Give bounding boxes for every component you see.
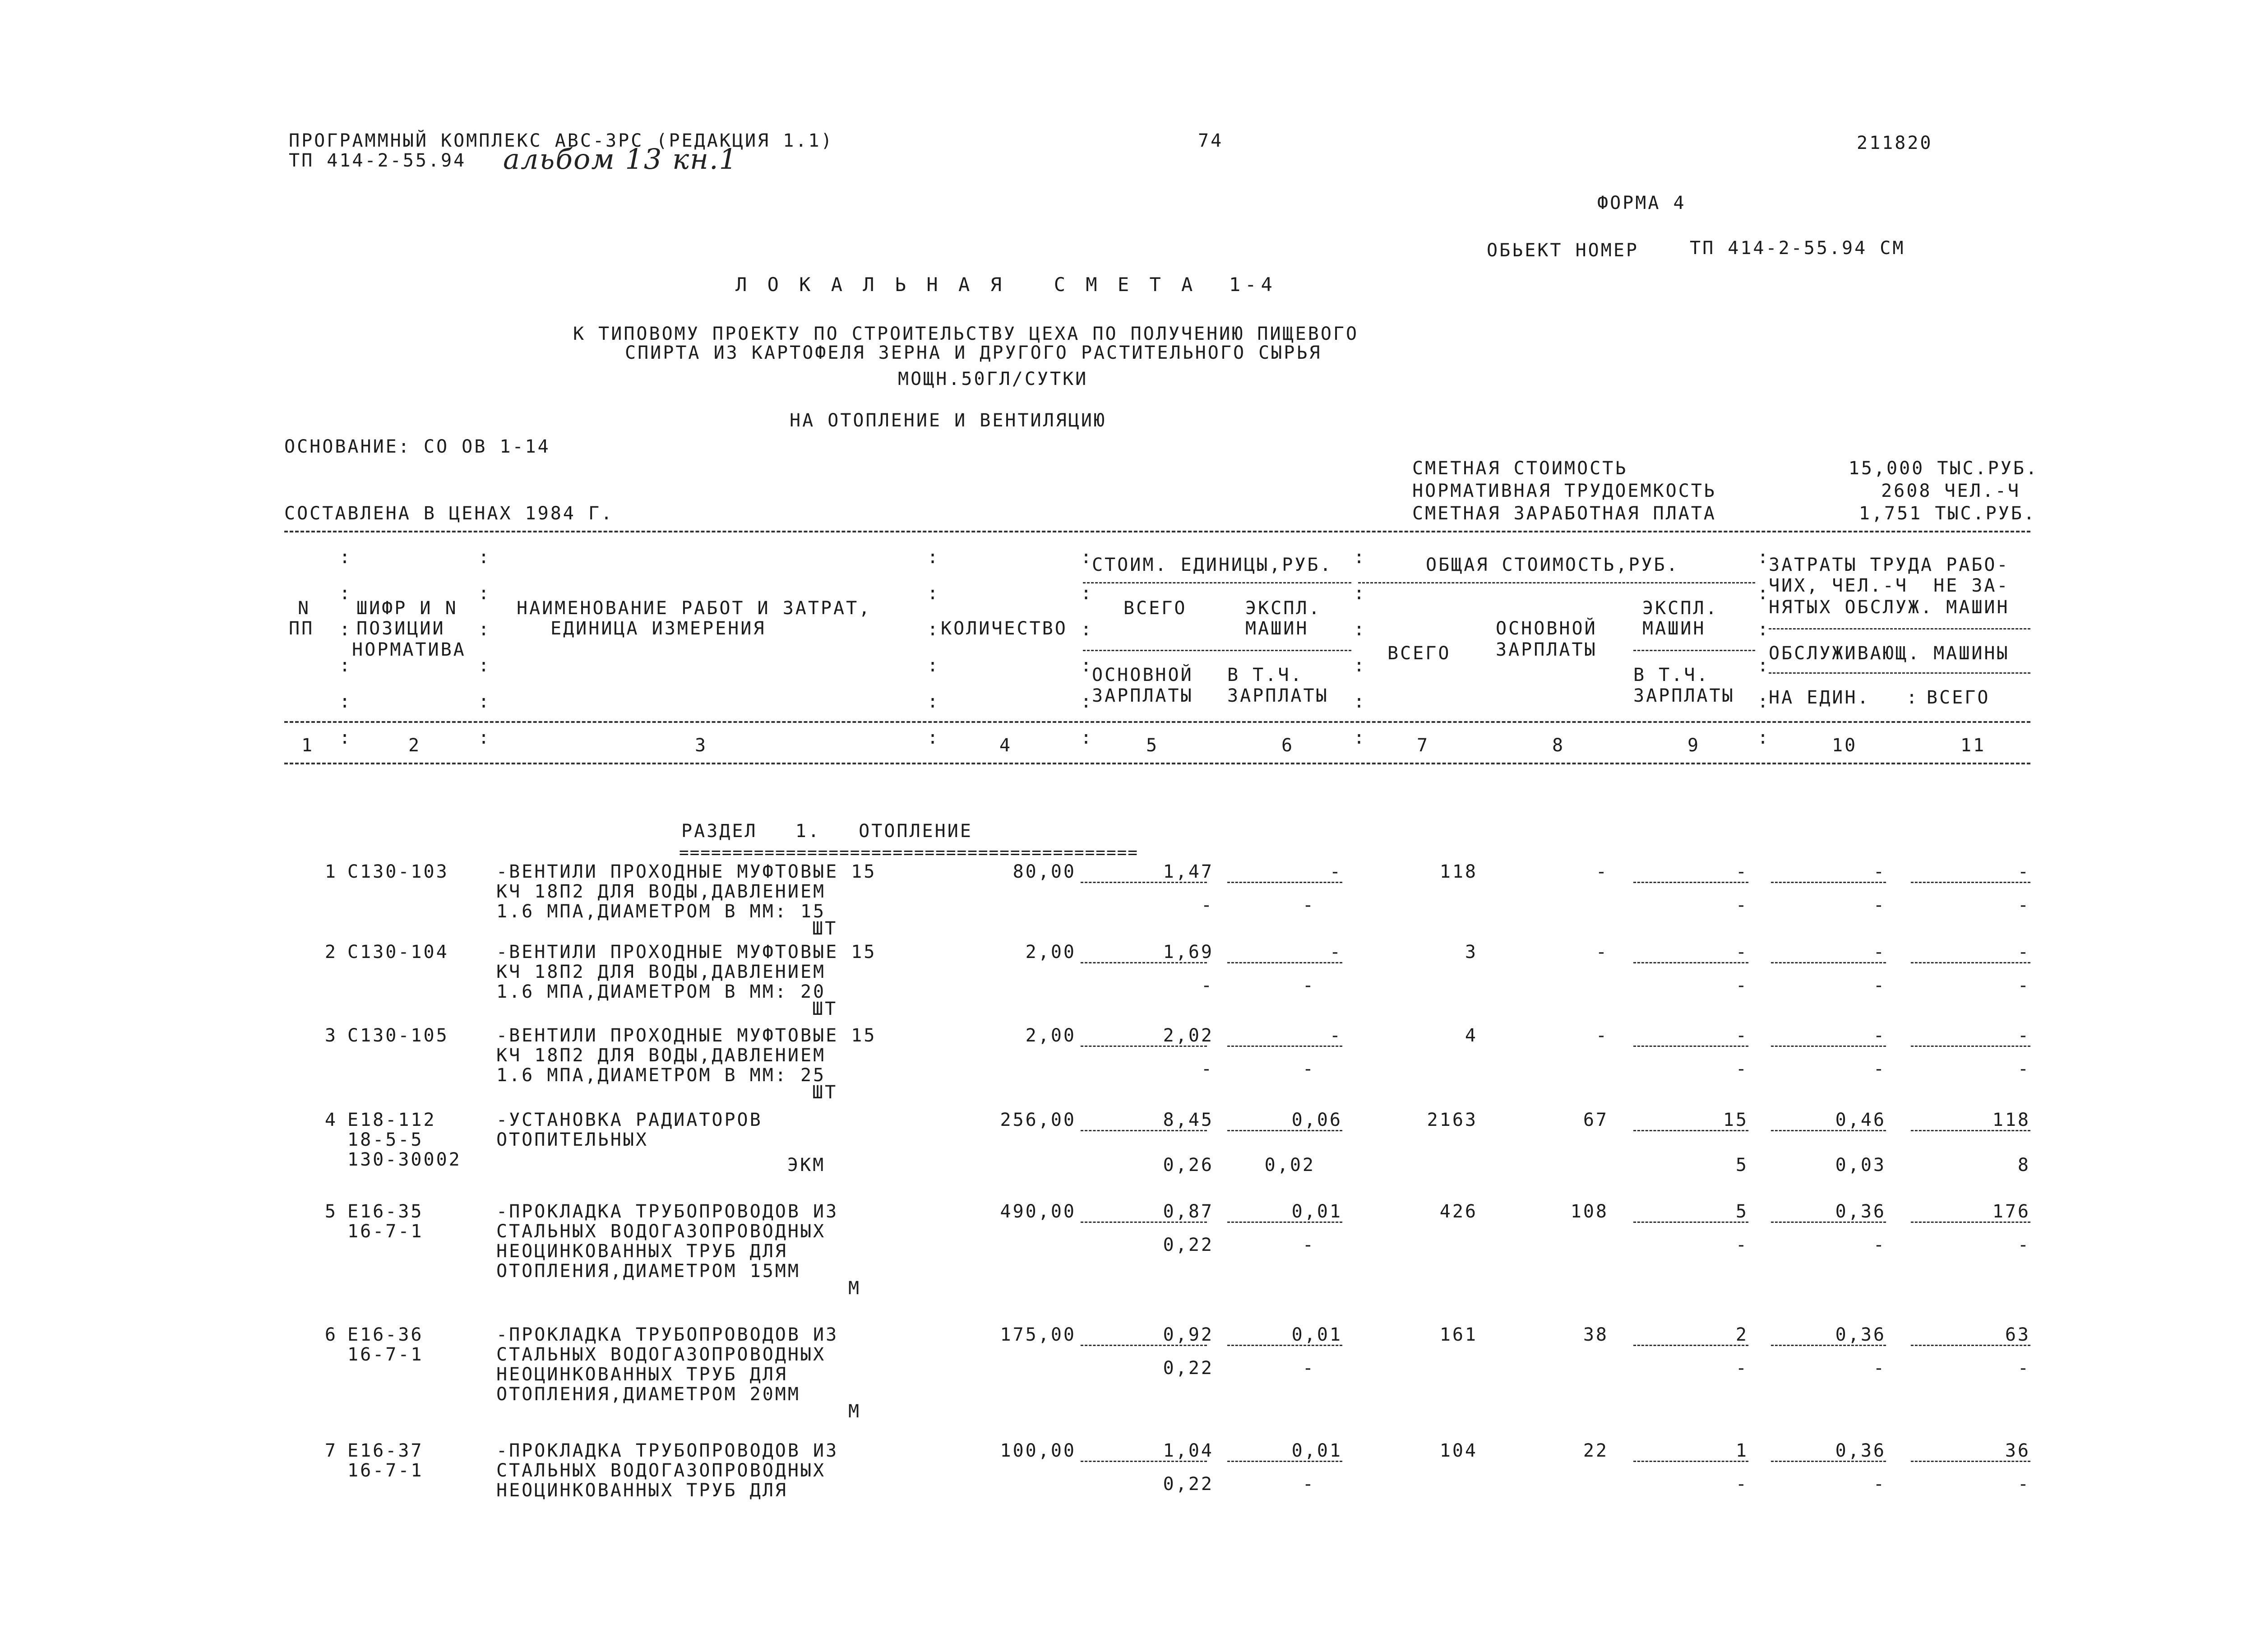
col-number-11: 11: [1960, 735, 1986, 756]
row-labor-per-unit-2: -: [1873, 895, 1886, 916]
col-4-header: КОЛИЧЕСТВО: [941, 618, 1068, 639]
row-name-line: 1.6 МПА,ДИАМЕТРОМ В ММ: 25: [496, 1065, 826, 1086]
row-unit-cost-machines: -: [1329, 942, 1342, 963]
row-labor-per-unit-2: -: [1873, 1059, 1886, 1079]
row-total-wage: 22: [1583, 1440, 1609, 1461]
title-line-1: К ТИПОВОМУ ПРОЕКТУ ПО СТРОИТЕЛЬСТВУ ЦЕХА ПО ПОЛУЧЕНИЮ ПИЩЕВОГО: [573, 324, 1359, 344]
row-code: С130-105: [347, 1025, 449, 1046]
row-total-rule: [1633, 882, 1748, 883]
row-total-machines: 15: [1723, 1110, 1748, 1130]
row-name-line: КЧ 18П2 ДЛЯ ВОДЫ,ДАВЛЕНИЕМ: [496, 881, 826, 902]
row-labor-total: -: [2017, 1025, 2030, 1046]
row-unit-cost-machines: 0,01: [1291, 1440, 1342, 1461]
row-total-machines: -: [1735, 942, 1748, 963]
col-2-header-1: ШИФР И N: [356, 598, 458, 619]
row-code: С130-103: [347, 861, 449, 882]
col-number-10: 10: [1832, 735, 1858, 756]
row-name-line: -ВЕНТИЛИ ПРОХОДНЫЕ МУФТОВЫЕ 15: [496, 942, 877, 963]
col-separator-2: : : : : : :: [478, 547, 490, 748]
row-unit-cost-total: 2,02: [1163, 1025, 1214, 1046]
program-name: ПРОГРАММНЫЙ КОМПЛЕКС АВС-3РС (РЕДАКЦИЯ 1.1): [289, 130, 834, 151]
row-total-wage: -: [1595, 942, 1609, 963]
col-number-9: 9: [1687, 735, 1701, 756]
col-separator-3: : : : : : :: [927, 547, 938, 748]
handwritten-album-note: альбом 13 кн.1: [503, 143, 738, 176]
col-6-header-wage-2: ЗАРПЛАТЫ: [1227, 685, 1329, 706]
page-number: 74: [1198, 130, 1224, 151]
section-title: РАЗДЕЛ 1. ОТОПЛЕНИЕ: [681, 821, 973, 842]
row-unit: М: [848, 1401, 861, 1422]
row-labor-per-unit: -: [1873, 861, 1886, 882]
row-code: Е16-35: [347, 1201, 424, 1222]
col-number-3: 3: [695, 735, 708, 756]
row-labor-per-unit-2: 0,03: [1835, 1155, 1886, 1175]
row-name-line: -ПРОКЛАДКА ТРУБОПРОВОДОВ ИЗ: [496, 1440, 839, 1461]
col-8-header-1: ОСНОВНОЙ: [1496, 618, 1597, 639]
row-labor-rule: [1771, 1461, 1886, 1462]
row-unit-cost-rule: [1081, 1222, 1207, 1223]
row-unit-cost-total: 1,47: [1163, 861, 1214, 882]
row-unit-cost-machine-wage: -: [1302, 895, 1315, 916]
row-unit-cost-rule: [1081, 1046, 1207, 1047]
row-unit-cost-total: 8,45: [1163, 1110, 1214, 1130]
row-labor-per-unit: 0,36: [1835, 1324, 1886, 1345]
row-labor-total: -: [2017, 861, 2030, 882]
row-number: 6: [324, 1324, 337, 1345]
row-labor-total-2: -: [2017, 975, 2030, 996]
row-unit-cost-total: 1,04: [1163, 1440, 1214, 1461]
col-number-2: 2: [408, 735, 421, 756]
row-labor-total: 63: [2005, 1324, 2030, 1345]
labor-group-header-4: ОБСЛУЖИВАЮЩ. МАШИНЫ: [1769, 643, 2010, 664]
section-underline: ===========================================: [679, 843, 1138, 862]
row-labor-rule: [1771, 1345, 1886, 1346]
row-name-line: ОТОПЛЕНИЯ,ДИАМЕТРОМ 20ММ: [496, 1384, 800, 1405]
row-labor-total-2: -: [2017, 1474, 2030, 1495]
table-numbers-rule: [284, 763, 2030, 764]
summary-cost-value: 15,000 ТЫС.РУБ.: [1848, 458, 2039, 479]
col-9-header-1: ЭКСПЛ.: [1642, 598, 1719, 619]
row-code: Е16-37: [347, 1440, 424, 1461]
row-total-cost: 161: [1439, 1324, 1478, 1345]
row-labor-total-rule: [1911, 1046, 2030, 1047]
estimate-title: Л О К А Л Ь Н А Я С М Е Т А 1-4: [735, 273, 1277, 296]
compiled-prices-line: СОСТАВЛЕНА В ЦЕНАХ 1984 Г.: [284, 503, 614, 524]
row-total-rule: [1633, 1222, 1748, 1223]
row-unit-cost-machine-wage: -: [1302, 1358, 1315, 1379]
labor-group-rule-2: [1769, 672, 2030, 674]
row-code: Е18-112: [347, 1110, 436, 1130]
row-unit-cost-wage: -: [1201, 1059, 1214, 1079]
row-unit-cost-rule-2: [1227, 1130, 1342, 1131]
row-total-machine-wage: -: [1735, 1474, 1748, 1495]
labor-group-rule: [1769, 628, 2030, 629]
row-labor-total-2: -: [2017, 1059, 2030, 1079]
row-name-line: -ВЕНТИЛИ ПРОХОДНЫЕ МУФТОВЫЕ 15: [496, 1025, 877, 1046]
col-10-header: НА ЕДИН.: [1769, 687, 1870, 708]
row-total-rule: [1633, 1461, 1748, 1462]
col-number-5: 5: [1146, 735, 1159, 756]
unit-cost-group-header: СТОИМ. ЕДИНИЦЫ,РУБ.: [1092, 555, 1333, 575]
row-total-wage: 108: [1570, 1201, 1609, 1222]
row-total-rule: [1633, 1345, 1748, 1346]
row-labor-per-unit-2: -: [1873, 1235, 1886, 1255]
row-code: 130-30002: [347, 1149, 462, 1170]
row-labor-total-rule: [1911, 882, 2030, 883]
row-unit-cost-machines: 0,01: [1291, 1201, 1342, 1222]
col-10-11-separator: :: [1906, 687, 1919, 708]
row-labor-per-unit: 0,36: [1835, 1201, 1886, 1222]
row-labor-per-unit-2: -: [1873, 1358, 1886, 1379]
row-unit-cost-wage: 0,22: [1163, 1358, 1214, 1379]
row-unit-cost-machines: 0,01: [1291, 1324, 1342, 1345]
row-total-cost: 104: [1439, 1440, 1478, 1461]
col-number-1: 1: [301, 735, 314, 756]
row-labor-per-unit-2: -: [1873, 1474, 1886, 1495]
row-name-line: НЕОЦИНКОВАННЫХ ТРУБ ДЛЯ: [496, 1364, 788, 1385]
row-labor-total-2: -: [2017, 1235, 2030, 1255]
row-unit-cost-rule: [1081, 1130, 1207, 1131]
row-total-cost: 118: [1439, 861, 1478, 882]
row-name-line: -УСТАНОВКА РАДИАТОРОВ: [496, 1110, 763, 1130]
row-unit: ШТ: [812, 918, 838, 939]
row-unit-cost-total: 1,69: [1163, 942, 1214, 963]
row-labor-total: -: [2017, 942, 2030, 963]
row-unit-cost-machines: -: [1329, 861, 1342, 882]
row-quantity: 2,00: [1025, 1025, 1076, 1046]
row-name-line: СТАЛЬНЫХ ВОДОГАЗОПРОВОДНЫХ: [496, 1460, 826, 1481]
row-unit-cost-machine-wage: -: [1302, 1235, 1315, 1255]
row-labor-rule: [1771, 1222, 1886, 1223]
row-name-line: КЧ 18П2 ДЛЯ ВОДЫ,ДАВЛЕНИЕМ: [496, 962, 826, 982]
row-total-machines: -: [1735, 861, 1748, 882]
object-label: ОБЬЕКТ НОМЕР: [1487, 240, 1639, 261]
row-labor-total-rule: [1911, 1222, 2030, 1223]
row-total-machine-wage: -: [1735, 1235, 1748, 1255]
col-number-4: 4: [999, 735, 1012, 756]
row-unit-cost-total: 0,87: [1163, 1201, 1214, 1222]
col-5-header-total: ВСЕГО: [1123, 598, 1187, 619]
row-unit-cost-wage: 0,22: [1163, 1474, 1214, 1495]
table-header-rule: [284, 721, 2030, 723]
row-name-line: ОТОПЛЕНИЯ,ДИАМЕТРОМ 15ММ: [496, 1261, 800, 1282]
row-unit-cost-rule: [1081, 882, 1207, 883]
summary-cost-label: СМЕТНАЯ СТОИМОСТЬ: [1412, 458, 1628, 479]
row-quantity: 490,00: [1000, 1201, 1076, 1222]
row-labor-per-unit: -: [1873, 942, 1886, 963]
row-unit-cost-rule: [1081, 962, 1207, 963]
row-unit-cost-rule-2: [1227, 882, 1342, 883]
col-1-header-n: N: [298, 598, 311, 619]
col-9-sub-rule: [1633, 650, 1755, 651]
row-name-line: СТАЛЬНЫХ ВОДОГАЗОПРОВОДНЫХ: [496, 1344, 826, 1365]
form-label: ФОРМА 4: [1597, 193, 1686, 213]
basis-line: ОСНОВАНИЕ: СО ОВ 1-14: [284, 436, 550, 457]
row-number: 5: [324, 1201, 337, 1222]
row-unit: ШТ: [812, 999, 838, 1019]
row-total-cost: 4: [1465, 1025, 1478, 1046]
row-number: 3: [324, 1025, 337, 1046]
row-name-line: -ПРОКЛАДКА ТРУБОПРОВОДОВ ИЗ: [496, 1201, 839, 1222]
summary-labor-label: НОРМАТИВНАЯ ТРУДОЕМКОСТЬ: [1412, 481, 1716, 501]
row-name-line: НЕОЦИНКОВАННЫХ ТРУБ ДЛЯ: [496, 1241, 788, 1262]
row-code: 16-7-1: [347, 1344, 424, 1365]
row-name-line: КЧ 18П2 ДЛЯ ВОДЫ,ДАВЛЕНИЕМ: [496, 1045, 826, 1066]
project-code: ТП 414-2-55.94: [289, 150, 467, 171]
row-total-wage: 67: [1583, 1110, 1609, 1130]
col-3-header-2: ЕДИНИЦА ИЗМЕРЕНИЯ: [550, 618, 766, 639]
row-total-wage: -: [1595, 1025, 1609, 1046]
row-labor-total-rule: [1911, 1130, 2030, 1131]
row-labor-total-rule: [1911, 962, 2030, 963]
row-labor-total: 36: [2005, 1440, 2030, 1461]
row-number: 2: [324, 942, 337, 963]
row-code: Е16-36: [347, 1324, 424, 1345]
row-total-machines: 2: [1735, 1324, 1748, 1345]
row-total-machine-wage: -: [1735, 975, 1748, 996]
row-code: 16-7-1: [347, 1221, 424, 1242]
row-labor-per-unit: 0,46: [1835, 1110, 1886, 1130]
row-code: 18-5-5: [347, 1129, 424, 1150]
row-unit: М: [848, 1278, 861, 1299]
col-2-header-2: ПОЗИЦИИ: [356, 618, 445, 639]
col-9-header-4: ЗАРПЛАТЫ: [1633, 685, 1735, 706]
row-name-line: -ПРОКЛАДКА ТРУБОПРОВОДОВ ИЗ: [496, 1324, 839, 1345]
row-total-machines: -: [1735, 1025, 1748, 1046]
row-number: 4: [324, 1110, 337, 1130]
row-labor-rule: [1771, 882, 1886, 883]
row-unit: ШТ: [812, 1082, 838, 1103]
row-total-cost: 426: [1439, 1201, 1478, 1222]
row-quantity: 256,00: [1000, 1110, 1076, 1130]
col-number-7: 7: [1417, 735, 1430, 756]
col-9-header-2: МАШИН: [1642, 618, 1706, 639]
row-total-cost: 3: [1465, 942, 1478, 963]
row-name-line: СТАЛЬНЫХ ВОДОГАЗОПРОВОДНЫХ: [496, 1221, 826, 1242]
row-unit-cost-machines: 0,06: [1291, 1110, 1342, 1130]
labor-group-header-3: НЯТЫХ ОБСЛУЖ. МАШИН: [1769, 597, 2010, 618]
row-total-machine-wage: -: [1735, 1059, 1748, 1079]
row-total-machine-wage: -: [1735, 1358, 1748, 1379]
row-labor-total: 118: [1992, 1110, 2030, 1130]
row-code: 16-7-1: [347, 1460, 424, 1481]
row-name-line: НЕОЦИНКОВАННЫХ ТРУБ ДЛЯ: [496, 1480, 788, 1501]
labor-group-header-1: ЗАТРАТЫ ТРУДА РАБО-: [1769, 555, 2010, 575]
row-unit-cost-rule-2: [1227, 1046, 1342, 1047]
row-total-machines: 5: [1735, 1201, 1748, 1222]
row-labor-rule: [1771, 1130, 1886, 1131]
row-unit-cost-rule-2: [1227, 962, 1342, 963]
row-total-machines: 1: [1735, 1440, 1748, 1461]
row-unit-cost-wage: -: [1201, 895, 1214, 916]
col-separator-6: : : : : : :: [1757, 547, 1769, 748]
row-labor-per-unit: -: [1873, 1025, 1886, 1046]
row-labor-total-2: -: [2017, 1358, 2030, 1379]
row-quantity: 2,00: [1025, 942, 1076, 963]
summary-wage-value: 1,751 ТЫС.РУБ.: [1858, 503, 2036, 524]
table-top-rule: [284, 531, 2030, 532]
row-quantity: 80,00: [1012, 861, 1076, 882]
col-8-header-2: ЗАРПЛАТЫ: [1496, 639, 1597, 660]
row-labor-total: 176: [1992, 1201, 2030, 1222]
row-code: С130-104: [347, 942, 449, 963]
row-unit-cost-wage: -: [1201, 975, 1214, 996]
row-unit-cost-rule: [1081, 1461, 1207, 1462]
row-total-rule: [1633, 962, 1748, 963]
row-quantity: 100,00: [1000, 1440, 1076, 1461]
row-labor-rule: [1771, 1046, 1886, 1047]
col-6-header-1: ЭКСПЛ.: [1245, 598, 1322, 619]
col-separator-5: : : : : : :: [1354, 547, 1365, 748]
total-cost-group-header: ОБЩАЯ СТОИМОСТЬ,РУБ.: [1426, 555, 1679, 575]
col-6-header-2: МАШИН: [1245, 618, 1309, 639]
row-total-wage: -: [1595, 861, 1609, 882]
unit-cost-sub-rule: [1083, 650, 1351, 651]
col-5-header-wage-2: ЗАРПЛАТЫ: [1092, 685, 1193, 706]
total-cost-group-rule: [1358, 582, 1755, 583]
col-11-header: ВСЕГО: [1927, 687, 1990, 708]
col-3-header-1: НАИМЕНОВАНИЕ РАБОТ И ЗАТРАТ,: [517, 598, 872, 619]
row-unit-cost-machines: -: [1329, 1025, 1342, 1046]
object-value: ТП 414-2-55.94 СМ: [1690, 238, 1905, 259]
row-name-line: 1.6 МПА,ДИАМЕТРОМ В ММ: 15: [496, 901, 826, 922]
row-name-line: ОТОПИТЕЛЬНЫХ: [496, 1129, 648, 1150]
row-labor-total-2: 8: [2017, 1155, 2030, 1175]
row-labor-rule: [1771, 962, 1886, 963]
row-unit-cost-wage: 0,26: [1163, 1155, 1214, 1175]
col-separator-4: : : : : : :: [1081, 547, 1092, 748]
col-7-header: ВСЕГО: [1387, 643, 1451, 664]
col-number-8: 8: [1552, 735, 1565, 756]
title-line-2: СПИРТА ИЗ КАРТОФЕЛЯ ЗЕРНА И ДРУГОГО РАСТИТЕЛЬНОГО СЫРЬЯ: [625, 342, 1322, 363]
row-name-line: -ВЕНТИЛИ ПРОХОДНЫЕ МУФТОВЫЕ 15: [496, 861, 877, 882]
row-unit-cost-machine-wage: -: [1302, 1474, 1315, 1495]
row-total-rule: [1633, 1130, 1748, 1131]
row-number: 1: [324, 861, 337, 882]
row-name-line: 1.6 МПА,ДИАМЕТРОМ В ММ: 20: [496, 981, 826, 1002]
row-labor-total-2: -: [2017, 895, 2030, 916]
summary-labor-value: 2608 ЧЕЛ.-Ч: [1881, 481, 2020, 501]
col-6-header-wage-1: В Т.Ч.: [1227, 665, 1304, 685]
unit-cost-group-rule: [1083, 582, 1351, 583]
row-total-wage: 38: [1583, 1324, 1609, 1345]
row-unit-cost-rule-2: [1227, 1222, 1342, 1223]
row-unit-cost-machine-wage: -: [1302, 975, 1315, 996]
row-number: 7: [324, 1440, 337, 1461]
row-unit-cost-total: 0,92: [1163, 1324, 1214, 1345]
row-unit-cost-rule: [1081, 1345, 1207, 1346]
row-labor-per-unit-2: -: [1873, 975, 1886, 996]
row-unit-cost-rule-2: [1227, 1461, 1342, 1462]
row-total-rule: [1633, 1046, 1748, 1047]
row-total-machine-wage: -: [1735, 895, 1748, 916]
row-total-cost: 2163: [1427, 1110, 1478, 1130]
row-unit-cost-wage: 0,22: [1163, 1235, 1214, 1255]
row-unit-cost-machine-wage: -: [1302, 1059, 1315, 1079]
col-9-header-3: В Т.Ч.: [1633, 665, 1710, 685]
row-unit: ЭКМ: [787, 1155, 826, 1175]
row-labor-total-rule: [1911, 1461, 2030, 1462]
row-labor-per-unit: 0,36: [1835, 1440, 1886, 1461]
document-number: 211820: [1857, 133, 1933, 153]
col-1-header-pp: ПП: [289, 618, 314, 639]
row-unit-cost-rule-2: [1227, 1345, 1342, 1346]
col-5-header-wage-1: ОСНОВНОЙ: [1092, 665, 1193, 685]
row-labor-total-rule: [1911, 1345, 2030, 1346]
row-quantity: 175,00: [1000, 1324, 1076, 1345]
row-total-machine-wage: 5: [1735, 1155, 1748, 1175]
col-number-6: 6: [1281, 735, 1294, 756]
col-separator-1: : : : : : :: [339, 547, 351, 748]
row-unit-cost-machine-wage: 0,02: [1264, 1155, 1315, 1175]
title-line-3: МОЩН.50ГЛ/СУТКИ: [898, 369, 1088, 389]
labor-group-header-2: ЧИХ, ЧЕЛ.-Ч НЕ ЗА-: [1769, 575, 2010, 596]
summary-wage-label: СМЕТНАЯ ЗАРАБОТНАЯ ПЛАТА: [1412, 503, 1716, 524]
col-2-header-3: НОРМАТИВА: [352, 639, 466, 660]
estimate-subject: НА ОТОПЛЕНИЕ И ВЕНТИЛЯЦИЮ: [790, 410, 1107, 431]
